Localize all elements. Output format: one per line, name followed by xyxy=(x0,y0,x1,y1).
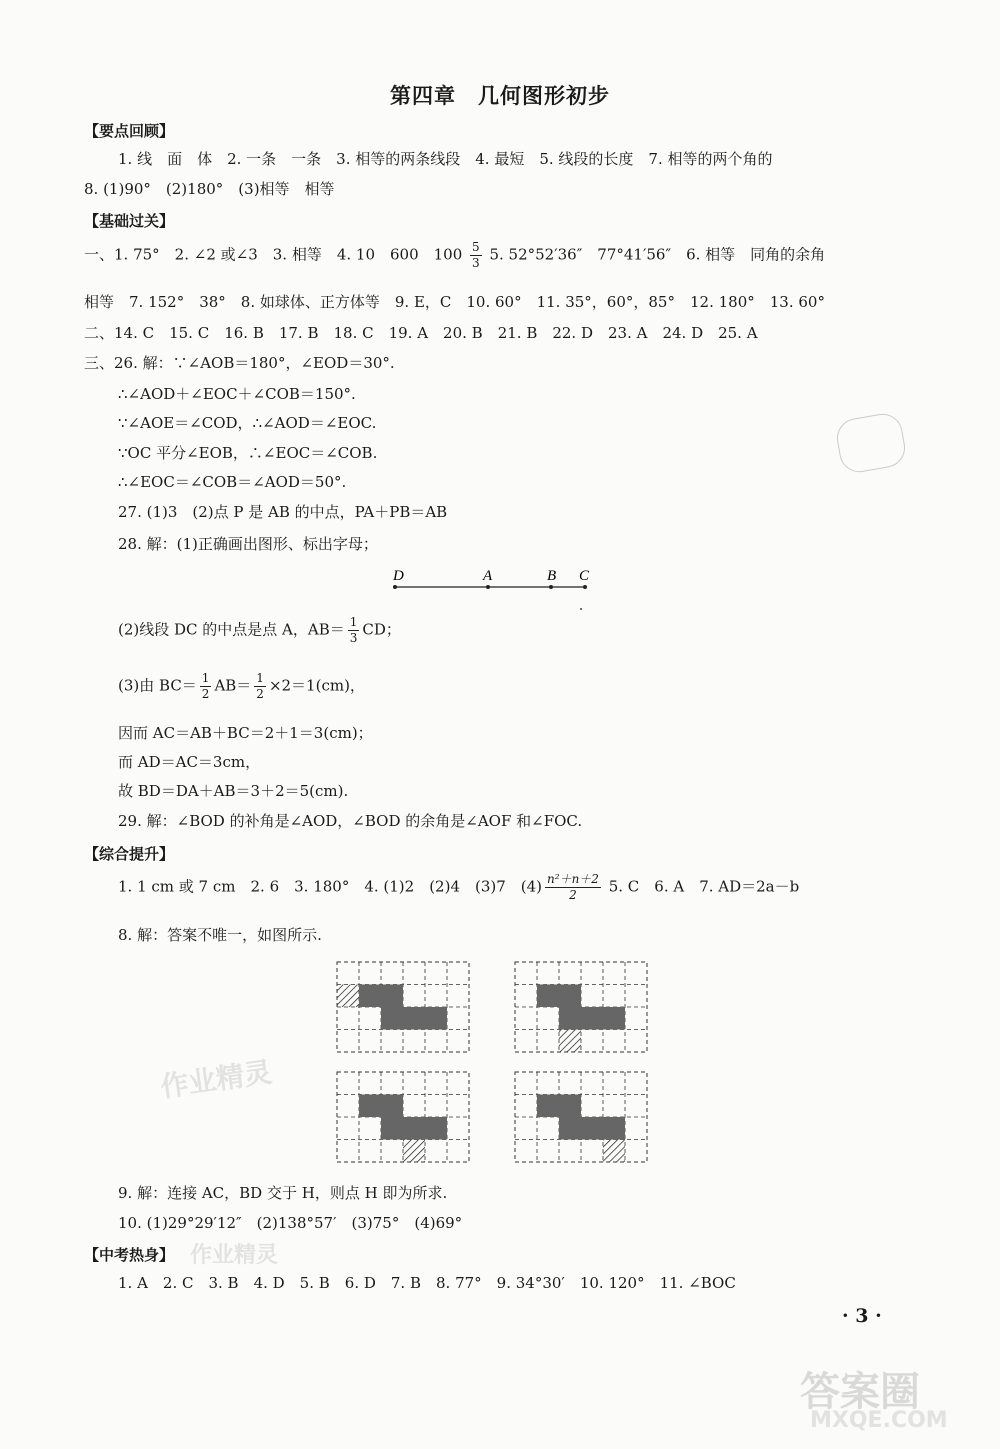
q26-line-4: ∵OC 平分∠EOB，∴∠EOC＝∠COB. xyxy=(118,444,378,462)
fraction-five-thirds xyxy=(470,240,482,271)
q28-line-5: 而 AD＝AC＝3cm， xyxy=(118,753,261,771)
frac-numerator: 5 xyxy=(472,240,480,254)
frac-numerator: 1 xyxy=(201,671,210,685)
frac-denominator: 3 xyxy=(472,256,480,270)
q28-line-1: 28. 解：(1)正确画出图形、标出字母； xyxy=(118,535,378,553)
watermark-low: 作业精灵 xyxy=(190,1243,279,1268)
q29: 29. 解：∠BOD 的补角是∠AOD，∠BOD 的余角是∠AOF 和∠FOC. xyxy=(118,812,583,830)
q28-line-3 xyxy=(118,671,365,702)
frac-denominator: 2 xyxy=(201,687,210,701)
point-d xyxy=(393,585,397,589)
frac-numerator: 1 xyxy=(256,671,264,685)
grid-board-3 xyxy=(337,1072,469,1162)
section-review: 【要点回顾】 xyxy=(84,122,175,140)
page-number: · 3 · xyxy=(842,1305,882,1327)
grid-board-4 xyxy=(515,1072,647,1162)
fraction-n-expression xyxy=(545,872,601,903)
q28-2-pre: (2)线段 DC 的中点是点 A，AB＝ xyxy=(118,620,345,639)
frac-numerator: n²＋n＋2 xyxy=(547,872,599,886)
basic-q1-pre: 一、1. 75° 2. ∠2 或∠3 3. 相等 4. 10 600 100 xyxy=(84,245,463,264)
label-b: B xyxy=(547,568,557,584)
point-c xyxy=(583,585,587,589)
q28-3-a: (3)由 BC＝ xyxy=(118,676,197,695)
fraction-one-third xyxy=(348,615,360,646)
compre-q9: 9. 解：连接 AC，BD 交于 H，则点 H 即为所求. xyxy=(118,1184,448,1202)
grid-board-2 xyxy=(515,962,647,1052)
fraction-half-1 xyxy=(200,671,212,702)
page-title: 第四章 几何图形初步 xyxy=(390,83,610,108)
section-exam: 【中考热身】 xyxy=(84,1246,175,1264)
q28-3-b: AB＝ xyxy=(214,676,252,695)
corner-watermark: 答案圈 xyxy=(800,1369,920,1415)
q28-line-4: 因而 AC＝AB＋BC＝2＋1＝3(cm)； xyxy=(118,724,373,742)
point-a xyxy=(486,585,490,589)
q28-3-c: ×2＝1(cm)， xyxy=(268,676,365,695)
point-b xyxy=(549,585,553,589)
label-a: A xyxy=(483,568,493,584)
frac-denominator: 2 xyxy=(569,888,577,902)
q26-line-2: ∴∠AOD＋∠EOC＋∠COB＝150°. xyxy=(118,385,356,403)
compre-q8: 8. 解：答案不唯一，如图所示. xyxy=(118,926,322,944)
section-basic: 【基础过关】 xyxy=(84,212,175,230)
section-compre: 【综合提升】 xyxy=(84,845,175,863)
compre-1-pre: 1. 1 cm 或 7 cm 2. 6 3. 180° 4. (1)2 (2)4 (3)7 (4) xyxy=(118,877,543,896)
segment-diagram xyxy=(385,565,600,613)
basic-q1-post: 5. 52°52′36″ 77°41′56″ 6. 相等 同角的余角 xyxy=(489,245,826,264)
q28-2-post: CD； xyxy=(362,620,401,639)
stamp-watermark xyxy=(834,411,908,476)
compre-line-1 xyxy=(118,872,799,903)
basic-q2: 二、14. C 15. C 16. B 17. B 18. C 19. A 20. B 21. B 22. D 23. A 24. D 25. A xyxy=(84,324,758,342)
grid-figures xyxy=(335,960,655,1166)
frac-denominator: 2 xyxy=(256,687,264,701)
q28-line-2 xyxy=(118,615,401,646)
basic-q1-line xyxy=(84,240,825,271)
watermark-mid: 作业精灵 xyxy=(158,1055,274,1104)
basic-q1-line-2: 相等 7. 152° 38° 8. 如球体、正方体等 9. E，C 10. 60° 11. 35°，60°，85° 12. 180° 13. 60° xyxy=(84,293,825,311)
exam-line-1: 1. A 2. C 3. B 4. D 5. B 6. D 7. B 8. 77° 9. 34°30′ 10. 120° 11. ∠BOC xyxy=(118,1274,736,1292)
q28-line-6: 故 BD＝DA＋AB＝3＋2＝5(cm). xyxy=(118,782,349,800)
q27: 27. (1)3 (2)点 P 是 AB 的中点，PA＋PB＝AB xyxy=(118,503,448,521)
fraction-half-2 xyxy=(254,671,266,702)
frac-numerator: 1 xyxy=(349,615,358,629)
label-d: D xyxy=(393,568,404,584)
q26-line-5: ∴∠EOC＝∠COB＝∠AOD＝50°. xyxy=(118,473,347,491)
q26-line-1: 三、26. 解：∵∠AOB＝180°，∠EOD＝30°. xyxy=(84,354,395,372)
stray-dot xyxy=(580,608,582,610)
q26-line-3: ∵∠AOE＝∠COD，∴∠AOD＝∠EOC. xyxy=(118,414,377,432)
review-line-2: 8. (1)90° (2)180° (3)相等 相等 xyxy=(84,180,335,198)
compre-q10: 10. (1)29°29′12″ (2)138°57′ (3)75° (4)69° xyxy=(118,1214,463,1232)
frac-denominator: 3 xyxy=(349,631,358,645)
label-c: C xyxy=(579,568,590,584)
corner-url: MXQE.COM xyxy=(810,1408,948,1433)
compre-1-post: 5. C 6. A 7. AD＝2a－b xyxy=(608,877,800,896)
review-line-1: 1. 线 面 体 2. 一条 一条 3. 相等的两条线段 4. 最短 5. 线段的长度 7. 相等的两个角的 xyxy=(118,150,773,168)
grid-board-1 xyxy=(337,962,469,1052)
